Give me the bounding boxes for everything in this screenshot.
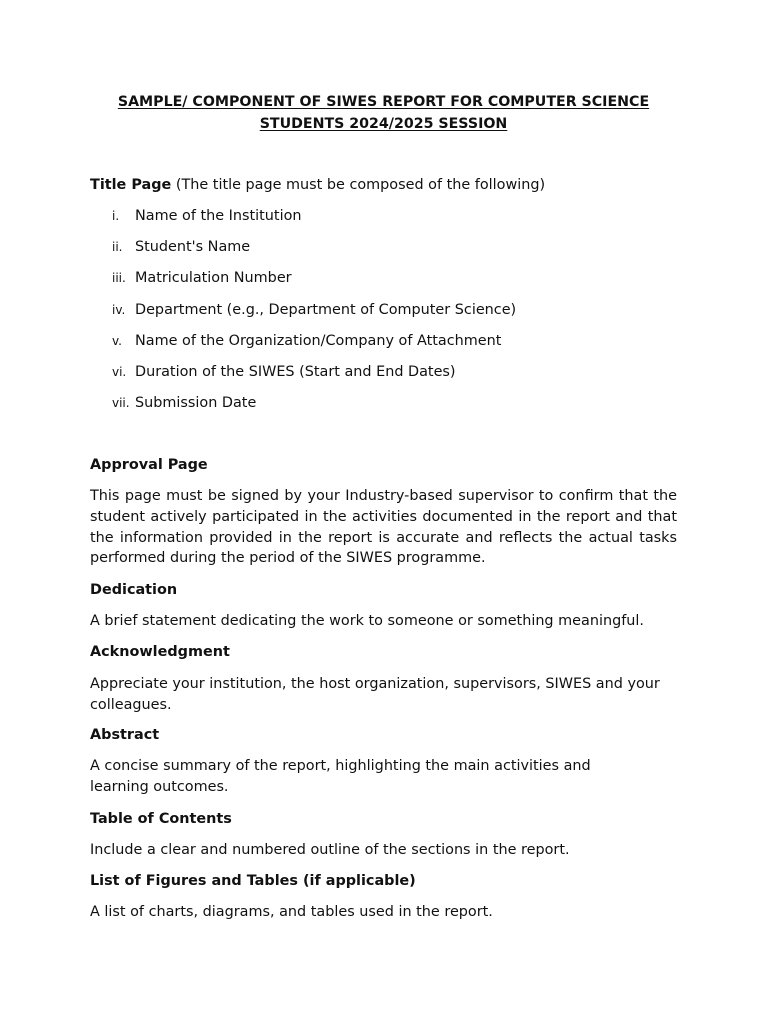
list-item — [90, 205, 677, 236]
list-item-number: iv. — [112, 302, 126, 317]
document-title-line-2: STUDENTS 2024/2025 SESSION — [259, 116, 508, 132]
list-item-number: vi. — [112, 364, 127, 379]
list-item-text: Name of the Organization/Company of Attachment — [135, 332, 502, 349]
document-title-line-1: SAMPLE/ COMPONENT OF SIWES REPORT FOR COMPUTER SCIENCE — [117, 94, 650, 110]
dedication-body: A brief statement dedicating the work to someone or something meaningful. — [90, 613, 644, 629]
title-page-heading: Title Page — [90, 177, 172, 193]
list-item — [90, 236, 677, 267]
abstract-body: A concise summary of the report, highlighting the main activities and learning outcomes. — [90, 758, 591, 795]
list-item — [90, 267, 677, 298]
list-item-number: i. — [112, 209, 120, 223]
list-item — [90, 392, 677, 423]
abstract-heading: Abstract — [90, 727, 160, 743]
list-item-number: v. — [112, 333, 122, 348]
figures-body: A list of charts, diagrams, and tables used in the report. — [90, 904, 493, 920]
approval-body: This page must be signed by your Industry-based supervisor to confirm that the student actively participated in the activities documented in the report and that the information provided in the report is accurate and reflects the actual tasks performed during the period of the SIWES programme. — [90, 488, 677, 567]
list-item — [90, 330, 677, 361]
approval-heading: Approval Page — [90, 457, 208, 473]
list-item — [90, 299, 677, 330]
dedication-heading: Dedication — [90, 582, 178, 598]
document-title — [90, 91, 677, 135]
list-item-text: Duration of the SIWES (Start and End Dates) — [135, 363, 456, 380]
toc-body: Include a clear and numbered outline of the sections in the report. — [90, 842, 570, 858]
list-item-text: Matriculation Number — [135, 270, 292, 287]
list-item-number: ii. — [112, 240, 123, 255]
list-item-number: vii. — [112, 396, 130, 411]
list-item-text: Name of the Institution — [135, 208, 302, 224]
acknowledgment-heading: Acknowledgment — [90, 644, 230, 660]
acknowledgment-body: Appreciate your institution, the host organization, supervisors, SIWES and your colleagues. — [90, 676, 660, 713]
title-page-note: (The title page must be composed of the following) — [175, 177, 546, 193]
list-item — [90, 361, 677, 392]
list-item-text: Student's Name — [135, 239, 251, 256]
list-item-text: Department (e.g., Department of Computer Science) — [135, 301, 517, 318]
toc-heading: Table of Contents — [90, 811, 232, 827]
figures-heading: List of Figures and Tables (if applicable) — [90, 873, 416, 889]
title-page-list — [90, 205, 677, 423]
list-item-number: iii. — [112, 271, 126, 286]
title-page-section — [90, 174, 677, 196]
list-item-text: Submission Date — [135, 395, 257, 412]
